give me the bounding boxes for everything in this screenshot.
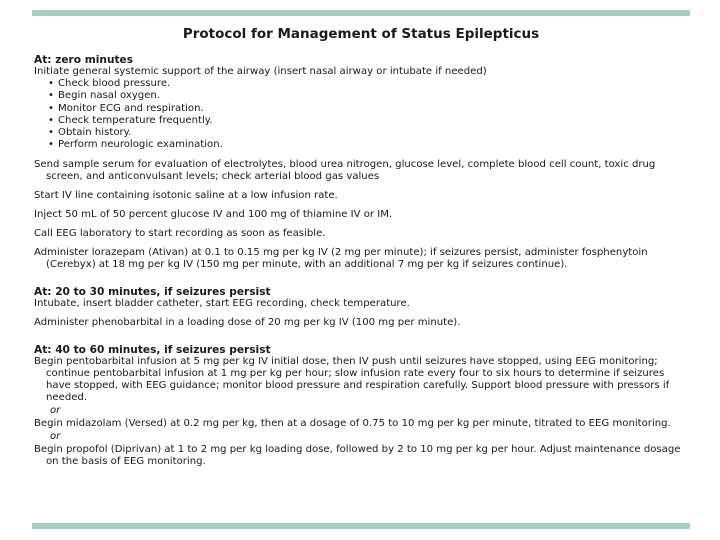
bottom-rule bbox=[32, 523, 690, 529]
protocol-step: Call EEG laboratory to start recording as soon as feasible. bbox=[34, 227, 326, 239]
pentobarbital-option: Begin pentobarbital infusion at 5 mg per kg IV initial dose, then IV push until seizures have stopped, using EEG monitoring; continue pentobarbital infusion at 1 mg per kg per hour; slow infusion rate every four to six hours to determine if seizures have stopped, with EEG guidance; monitor blood pressure and respiration carefully. Support blood pressure with pressors if needed. bbox=[34, 355, 670, 403]
or-separator: or bbox=[50, 404, 61, 416]
midazolam-option: Begin midazolam (Versed) at 0.2 mg per kg, then at a dosage of 0.75 to 10 mg per kg per minute, titrated to EEG monitoring. bbox=[34, 417, 671, 429]
protocol-step: Administer phenobarbital in a loading dose of 20 mg per kg IV (100 mg per minute). bbox=[34, 316, 461, 328]
propofol-option: Begin propofol (Diprivan) at 1 to 2 mg per kg loading dose, followed by 2 to 10 mg per kg per hour. Adjust maintenance dosage on the basis of EEG monitoring. bbox=[34, 443, 681, 467]
section-heading-20-30-minutes: At: 20 to 30 minutes, if seizures persist bbox=[34, 285, 271, 298]
checklist-item: • Begin nasal oxygen. bbox=[48, 90, 690, 102]
protocol-step: Administer lorazepam (Ativan) at 0.1 to 0.15 mg per kg IV (2 mg per minute); if seizures persist, administer fosphenytoin (Cerebyx) at 18 mg per kg IV (150 mg per minute, with an additional 7 mg per kg if seizures continue). bbox=[34, 246, 648, 270]
checklist-item: • Check temperature frequently. bbox=[48, 115, 690, 127]
section-heading-40-60-minutes: At: 40 to 60 minutes, if seizures persist bbox=[34, 343, 271, 356]
protocol-step: Intubate, insert bladder catheter, start EEG recording, check temperature. bbox=[34, 297, 410, 309]
protocol-step: Inject 50 mL of 50 percent glucose IV and 100 mg of thiamine IV or IM. bbox=[34, 208, 393, 220]
initial-checklist bbox=[34, 78, 690, 152]
protocol-step: Send sample serum for evaluation of electrolytes, blood urea nitrogen, glucose level, complete blood cell count, toxic drug screen, and anticonvulsant levels; check arterial blood gas values bbox=[34, 158, 656, 182]
top-rule bbox=[32, 10, 690, 16]
or-separator: or bbox=[50, 430, 61, 442]
airway-support-intro: Initiate general systemic support of the airway (insert nasal airway or intubate if needed) bbox=[34, 66, 487, 77]
section-heading-zero-minutes: At: zero minutes bbox=[34, 54, 134, 66]
page-title: Protocol for Management of Status Epilepticus bbox=[182, 26, 540, 42]
checklist-item: • Check blood pressure. bbox=[48, 78, 690, 90]
checklist-item: • Perform neurologic examination. bbox=[48, 139, 690, 151]
protocol-step: Start IV line containing isotonic saline at a low infusion rate. bbox=[34, 189, 338, 201]
protocol-content bbox=[34, 54, 690, 468]
checklist-item: • Obtain history. bbox=[48, 127, 690, 139]
checklist-item: • Monitor ECG and respiration. bbox=[48, 103, 690, 115]
